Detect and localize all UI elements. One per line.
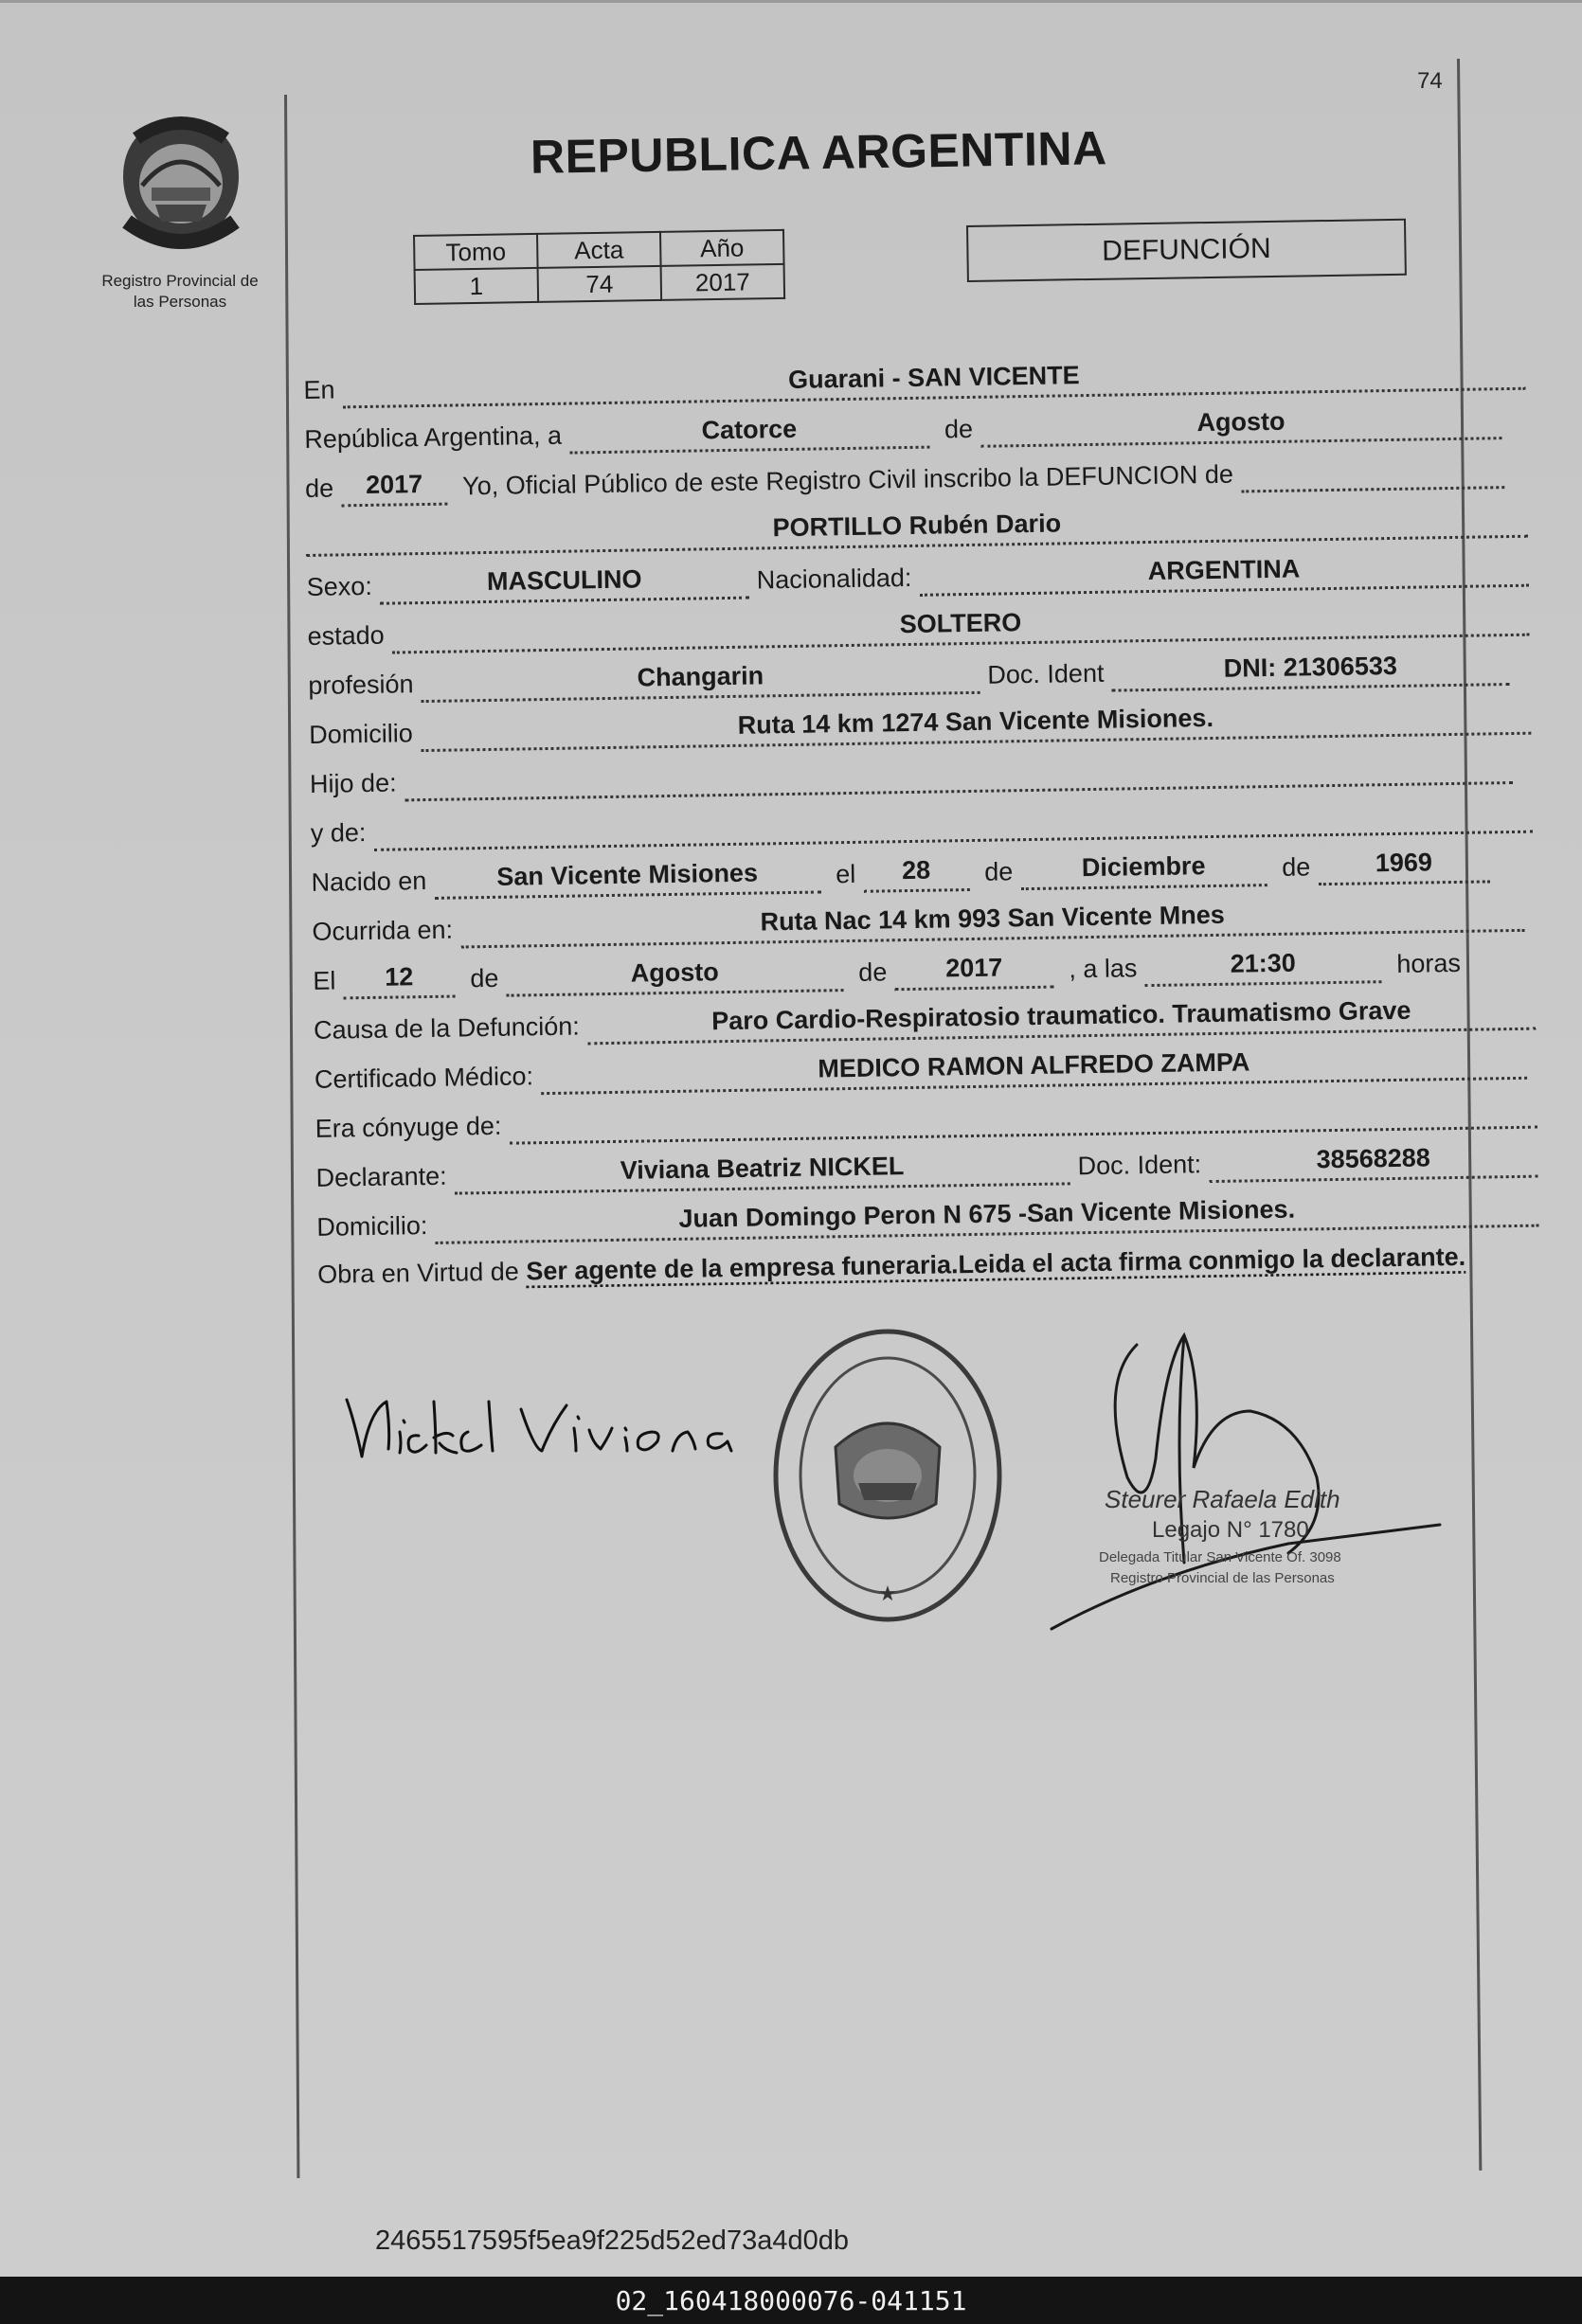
death-time: 21:30 — [1144, 947, 1382, 987]
anio-value: 2017 — [661, 264, 785, 300]
scan-id-label: 02_160418000076-041151 — [615, 2284, 967, 2316]
doc-ident-label: Doc. Ident — [987, 658, 1105, 689]
el-word: el — [835, 859, 856, 889]
causa-value: Paro Cardio-Respiratosio traumatico. Traumatismo Grave — [586, 994, 1536, 1046]
certificado-value: MEDICO RAMON ALFREDO ZAMPA — [541, 1044, 1527, 1095]
document-type-box: DEFUNCIÓN — [966, 219, 1407, 282]
death-year: 2017 — [894, 953, 1054, 992]
ocurrida-label: Ocurrida en: — [312, 915, 454, 946]
inscribo-blank — [1241, 453, 1505, 492]
tomo-header: Tomo — [414, 234, 538, 270]
profesion-label: profesión — [308, 670, 414, 700]
declarante-doc-value: 38568288 — [1209, 1142, 1538, 1183]
horas-word: horas — [1396, 948, 1462, 978]
de-word-2: de — [304, 474, 334, 503]
hijo-label: Hijo de: — [309, 768, 397, 798]
deceased-name: PORTILLO Rubén Dario — [306, 502, 1528, 557]
acta-value: 74 — [538, 266, 662, 302]
doc-ident-value: DNI: 21306533 — [1111, 650, 1509, 692]
top-edge — [0, 0, 1582, 3]
row-obra — [317, 1235, 1540, 1296]
en-value: Guarani - SAN VICENTE — [342, 354, 1525, 409]
nacionalidad-label: Nacionalidad: — [756, 563, 912, 595]
estado-value: SOLTERO — [391, 600, 1529, 654]
misiones-coat-of-arms-icon — [114, 110, 248, 252]
causa-label: Causa de la Defunción: — [313, 1011, 581, 1045]
registry-caption-line1: Registro Provincial de — [101, 272, 259, 290]
document-title: REPUBLICA ARGENTINA — [530, 121, 1107, 184]
yde-label: y de: — [310, 818, 367, 848]
certificado-label: Certificado Médico: — [314, 1062, 534, 1094]
estado-label: estado — [307, 620, 385, 651]
birth-month: Diciembre — [1020, 850, 1267, 890]
officer-role-line1: Delegada Titular San Vicente Of. 3098 — [1099, 1549, 1341, 1565]
book-reference-table — [413, 229, 785, 305]
nacionalidad-value: ARGENTINA — [919, 551, 1529, 597]
republica-label: República Argentina, a — [304, 420, 563, 454]
sexo-value: MASCULINO — [380, 563, 750, 605]
domicilio2-label: Domicilio: — [316, 1211, 428, 1242]
profesion-value: Changarin — [421, 658, 980, 703]
anio-header: Año — [660, 230, 784, 266]
declarante-value: Viviana Beatriz NICKEL — [454, 1149, 1070, 1194]
en-label: En — [303, 375, 335, 404]
death-month: Agosto — [506, 956, 844, 997]
declarante-label: Declarante: — [315, 1161, 447, 1192]
domicilio-value: Ruta 14 km 1274 San Vicente Misiones. — [420, 699, 1531, 752]
inscribo-text: Yo, Oficial Público de este Registro Civil inscribo la DEFUNCION de — [461, 459, 1234, 501]
obra-value: Ser agente de la empresa funeraria.Leida el acta firma conmigo la declarante. — [526, 1242, 1466, 1286]
registry-stamp — [769, 1324, 1006, 1627]
ocurrida-value: Ruta Nac 14 km 993 San Vicente Mnes — [460, 896, 1525, 949]
officer-name: Steurer Rafaela Edith — [1105, 1485, 1340, 1513]
year-value: 2017 — [341, 470, 448, 508]
conyuge-label: Era cónyuge de: — [315, 1111, 502, 1143]
document-hash: 2465517595f5ea9f225d52ed73a4d0db — [375, 2226, 849, 2256]
death-day: 12 — [343, 962, 456, 1000]
birth-day: 28 — [863, 855, 970, 893]
alas-word: , a las — [1069, 954, 1138, 984]
officer-legajo: Legajo N° 1780 — [1152, 1517, 1309, 1543]
de-word-1: de — [944, 414, 974, 444]
nacido-label: Nacido en — [311, 867, 427, 897]
death-certificate-form — [303, 341, 1539, 1296]
declarante-doc-label: Doc. Ident: — [1077, 1150, 1202, 1181]
obra-label: Obra en Virtud de — [316, 1257, 520, 1289]
month-value: Agosto — [980, 403, 1502, 448]
de-word-3: de — [983, 857, 1014, 886]
tomo-value: 1 — [415, 268, 539, 304]
left-margin-rule — [284, 95, 299, 2178]
domicilio2-value: Juan Domingo Peron N 675 -San Vicente Misiones. — [435, 1191, 1538, 1244]
de-word-5: de — [470, 963, 499, 993]
officer-role-line2: Registro Provincial de las Personas — [1110, 1570, 1335, 1586]
domicilio-label: Domicilio — [308, 719, 413, 749]
de-word-6: de — [858, 957, 888, 987]
nacido-value: San Vicente Misiones — [434, 857, 821, 899]
sexo-label: Sexo: — [306, 571, 373, 601]
declarant-signature — [341, 1383, 739, 1477]
birth-year: 1969 — [1318, 847, 1490, 885]
svg-text:★: ★ — [878, 1582, 897, 1606]
registry-caption-line2: las Personas — [133, 293, 227, 311]
de-word-4: de — [1281, 852, 1311, 882]
page-number: 74 — [1417, 68, 1443, 94]
day-value: Catorce — [569, 413, 930, 455]
acta-header: Acta — [537, 232, 661, 268]
El-word: El — [313, 966, 336, 995]
registry-caption — [76, 271, 284, 313]
scan-id-bar — [0, 2277, 1582, 2324]
